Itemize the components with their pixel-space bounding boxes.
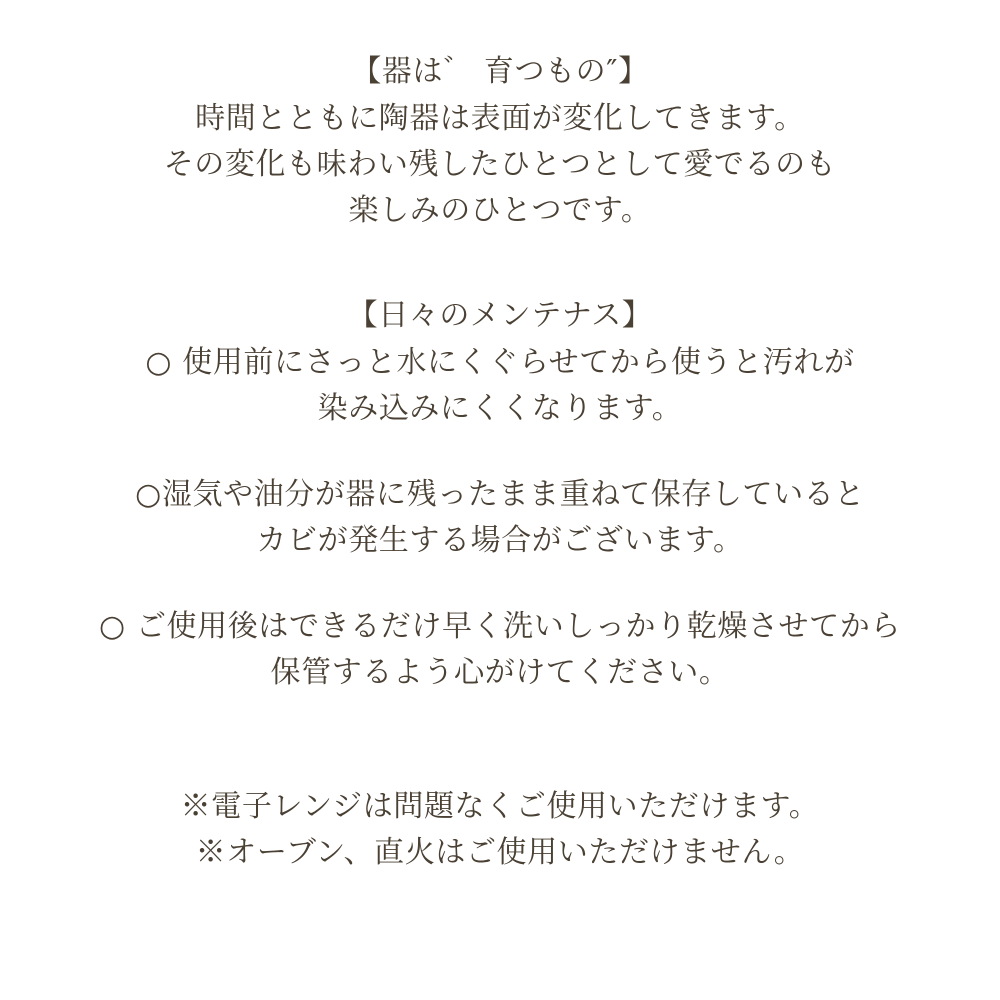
section-line: ※電子レンジは問題なくご使用いただけます。 xyxy=(180,789,820,824)
section-after-use xyxy=(40,604,960,696)
section-line: 楽しみのひとつです。 xyxy=(348,193,652,228)
section-heading: 【器は゛ 育つもの″】 xyxy=(351,54,649,89)
section-line: 時間とともに陶器は表面が変化してきます。 xyxy=(195,101,805,136)
section-line: ○ 使用前にさっと水にくぐらせてから使うと汚れが xyxy=(145,345,855,380)
section-growing-vessel xyxy=(40,48,960,234)
section-line: 染み込みにくくなります。 xyxy=(317,391,683,426)
section-appliance-notes xyxy=(40,784,960,876)
section-heading: 【日々のメンテナス】 xyxy=(347,298,653,333)
section-line: 保管するよう心がけてください。 xyxy=(270,655,730,690)
section-line: その変化も味わい残したひとつとして愛でるのも xyxy=(163,147,837,182)
section-mold-warning xyxy=(40,472,960,564)
section-daily-maintenance xyxy=(40,292,960,432)
section-line: カビが発生する場合がございます。 xyxy=(256,523,744,558)
section-line: ※オーブン、直火はご使用いただけません。 xyxy=(195,835,805,870)
section-line: ○ ご使用後はできるだけ早く洗いしっかり乾燥させてから xyxy=(99,609,901,644)
section-line: ○湿気や油分が器に残ったまま重ねて保存していると xyxy=(135,477,865,512)
